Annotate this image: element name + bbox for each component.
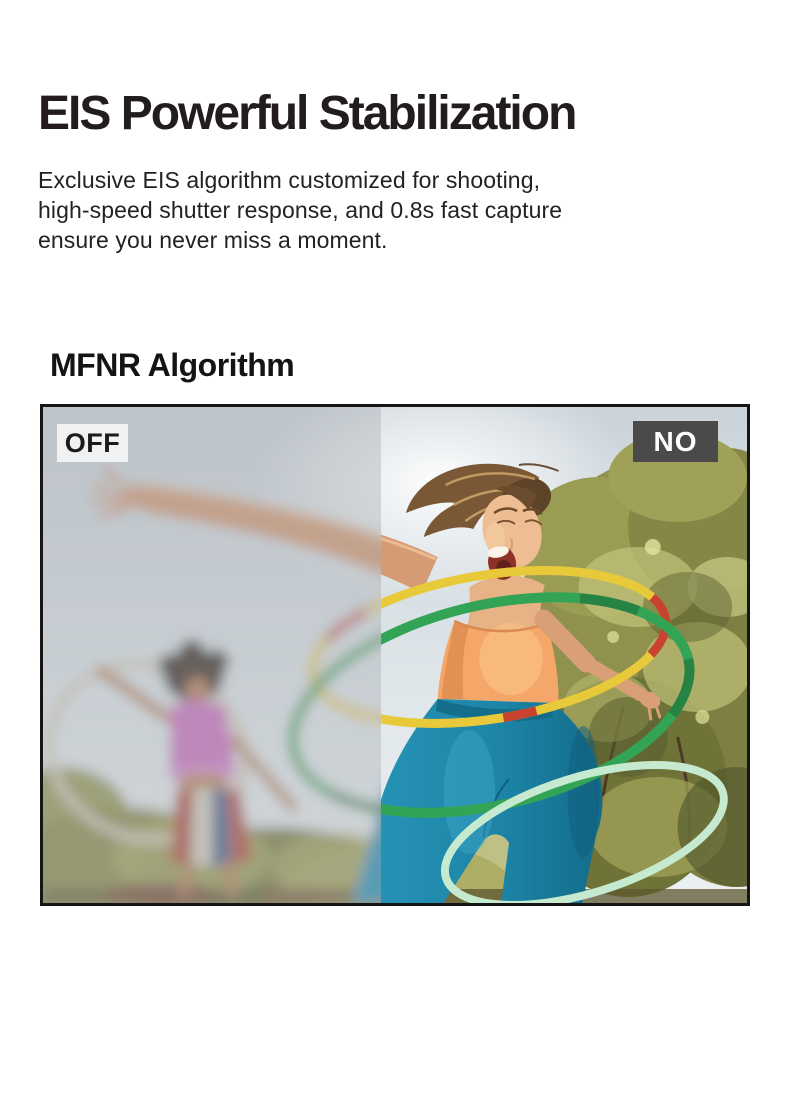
hero-description-line: high-speed shutter response, and 0.8s fast capture: [38, 197, 563, 223]
hero-description-line: ensure you never miss a moment.: [38, 227, 388, 253]
comparison-image: [40, 404, 750, 906]
hero-description: [38, 165, 562, 255]
off-badge: OFF: [57, 424, 128, 462]
page-title: EIS Powerful Stabilization: [38, 87, 576, 140]
no-badge: NO: [633, 421, 718, 462]
hero-description-line: Exclusive EIS algorithm customized for shooting,: [38, 167, 541, 193]
hula-hoop-photo-illustration: [43, 407, 747, 903]
section-heading-mfnr: MFNR Algorithm: [50, 347, 295, 383]
